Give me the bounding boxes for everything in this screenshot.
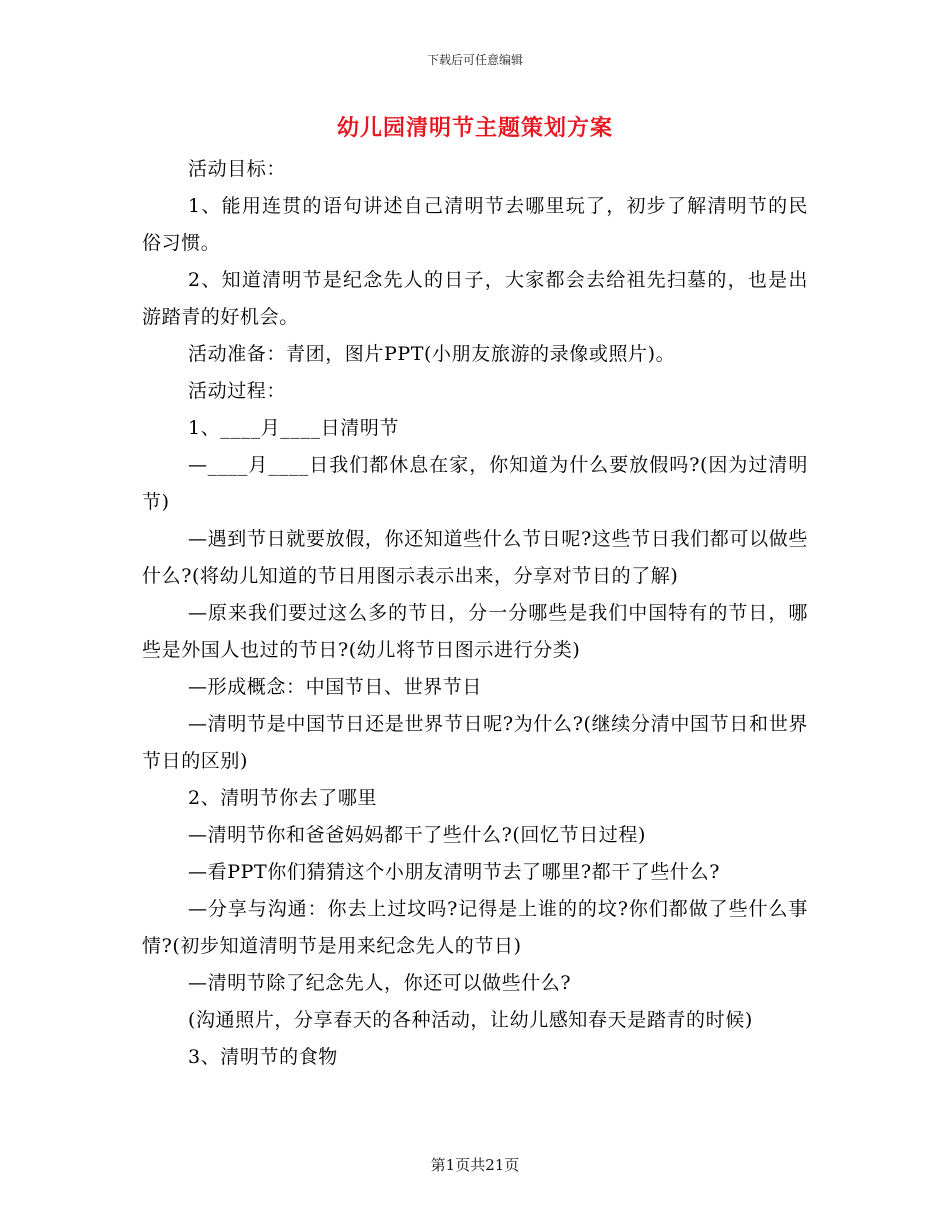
paragraph-step-1-heading: 1、____月____日清明节 bbox=[188, 417, 400, 439]
paragraph-goal-1: 1、能用连贯的语句讲述自己清明节去哪里玩了，初步了解清明节的民俗习惯。 bbox=[142, 195, 808, 254]
paragraph-process-heading: 活动过程： bbox=[188, 380, 287, 402]
paragraph-step-1-q4: —形成概念：中国节日、世界节日 bbox=[188, 676, 483, 698]
paragraph-step-1-q5: —清明节是中国节日还是世界节日呢?为什么?(继续分清中国节日和世界节日的区别) bbox=[142, 713, 808, 772]
paragraph-step-2-q1: —清明节你和爸爸妈妈都干了些什么?(回忆节日过程) bbox=[188, 824, 647, 846]
paragraph-step-2-q2: —看PPT你们猜猜这个小朋友清明节去了哪里?都干了些什么? bbox=[188, 861, 721, 883]
document-title: 幼儿园清明节主题策划方案 bbox=[336, 115, 613, 141]
paragraph-goal-2: 2、知道清明节是纪念先人的日子，大家都会去给祖先扫墓的，也是出游踏青的好机会。 bbox=[142, 269, 808, 328]
document-body bbox=[142, 151, 808, 1076]
paragraph-step-1-q1: —____月____日我们都休息在家，你知道为什么要放假吗?(因为过清明节) bbox=[142, 454, 808, 513]
paragraph-step-1-q3: —原来我们要过这么多的节日，分一分哪些是我们中国特有的节日，哪些是外国人也过的节日?(幼儿将节日图示进行分类) bbox=[142, 602, 808, 661]
paragraph-step-1-q2: —遇到节日就要放假，你还知道些什么节日呢?这些节日我们都可以做些什么?(将幼儿知道的节日用图示表示出来，分享对节日的了解) bbox=[142, 528, 808, 587]
paragraph-step-2-q3: —分享与沟通：你去上过坟吗?记得是上谁的的坟?你们都做了些什么事情?(初步知道清明节是用来纪念先人的节日) bbox=[142, 898, 808, 957]
paragraph-preparation: 活动准备：青团，图片PPT(小朋友旅游的录像或照片)。 bbox=[188, 343, 676, 365]
paragraph-goals-heading: 活动目标： bbox=[188, 158, 287, 180]
paragraph-step-2-q4: —清明节除了纪念先人，你还可以做些什么? bbox=[188, 972, 572, 994]
paragraph-step-3-heading: 3、清明节的食物 bbox=[188, 1046, 338, 1068]
paragraph-step-2-heading: 2、清明节你去了哪里 bbox=[188, 787, 378, 809]
paragraph-step-2-note: (沟通照片，分享春天的各种活动，让幼儿感知春天是踏青的时候) bbox=[188, 1009, 753, 1031]
page-footer: 第1页共21页 bbox=[430, 1156, 520, 1174]
page-header: 下载后可任意编辑 bbox=[426, 53, 523, 67]
